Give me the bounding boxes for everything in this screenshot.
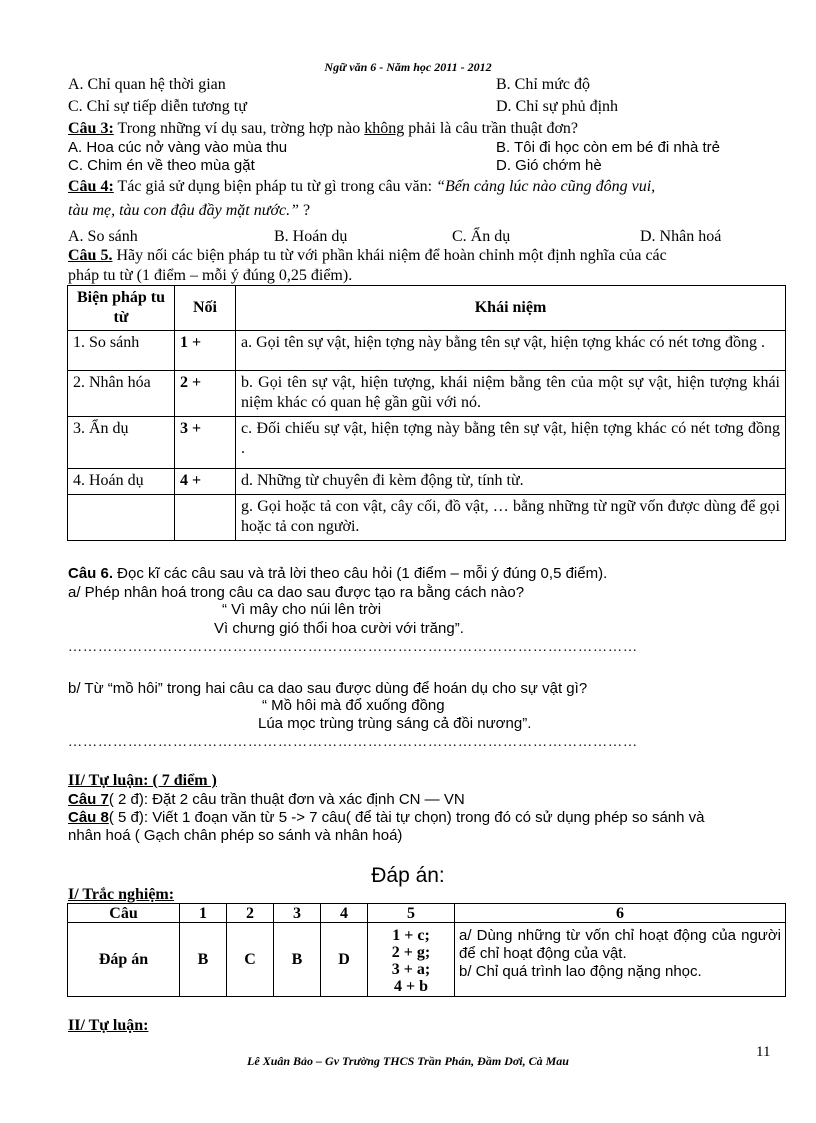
q6-label: Câu 6. (68, 565, 114, 582)
answer-part-2: II/ Tự luận: (68, 1017, 149, 1034)
concept-cell: b. Gọi tên sự vật, hiện tượng, khái niệm bằng tên của một sự vật, hiện tượng khái niệm khác có quan hệ gần gũi với nó. (236, 371, 786, 417)
col-header-connect: Nối (175, 286, 236, 331)
concept-cell: c. Đối chiếu sự vật, hiện tợng này bằng tên sự vật, hiện tợng khác có nét tơng đồng . (236, 417, 786, 469)
answer-4: D (321, 923, 368, 997)
q6b-verse-1: “ Mồ hôi mà đổ xuống đồng (262, 697, 445, 714)
q6a-question: a/ Phép nhân hoá trong câu ca dao sau được tạo ra bằng cách nào? (68, 584, 525, 601)
answer-part-1: I/ Trắc nghiệm: (68, 886, 175, 903)
table-row (68, 417, 786, 469)
q3-text: Trong những ví dụ sau, trờng hợp nào (113, 120, 365, 137)
answer-header-4: 4 (321, 904, 368, 923)
answer-title: Đáp án: (371, 864, 445, 887)
col-header-concept: Khái niệm (236, 286, 786, 331)
answer-header-2: 2 (227, 904, 274, 923)
q3-option-a: A. Hoa cúc nở vàng vào mùa thu (68, 139, 288, 156)
answer-header-5: 5 (368, 904, 455, 923)
col-header-technique: Biện pháp tu từ (68, 286, 175, 331)
concept-cell: d. Những từ chuyên đi kèm động từ, tính từ. (236, 469, 786, 495)
connect-cell: 2 + (175, 371, 236, 417)
table-row (68, 371, 786, 417)
q6b-verse-2: Lúa mọc trùng trùng sáng cả đồi nương”. (258, 715, 532, 732)
page-header: Ngữ văn 6 - Năm học 2011 - 2012 (324, 60, 492, 74)
table-row (68, 495, 786, 541)
q4-quote-2: tàu mẹ, tàu con đậu đầy mặt nước.” (68, 202, 300, 219)
q4-option-a: A. So sánh (68, 228, 138, 245)
q6a-verse-2: Vì chưng gió thổi hoa cười với trăng”. (214, 620, 464, 637)
answer-table (67, 903, 786, 997)
q4-quote-1: “Bến cảng lúc nào cũng đông vui, (436, 178, 656, 195)
matching-table (67, 285, 786, 541)
q2-option-a: A. Chỉ quan hệ thời gian (68, 76, 226, 93)
q7-text: ( 2 đ): Đặt 2 câu trần thuật đơn và xác định CN — VN (108, 791, 465, 808)
q3-text2: phải là câu trần thuật đơn? (404, 120, 579, 137)
answer-2: C (227, 923, 274, 997)
question-8 (68, 809, 705, 826)
answer-line: …………………………………………………………………………………………………… (68, 735, 638, 750)
part-2-title-text: II/ Tự luận: ( 7 điểm ) (68, 772, 217, 789)
concept-cell: a. Gọi tên sự vật, hiện tợng này bằng tên sự vật, hiện tợng khác có nét tơng đồng . (236, 331, 786, 371)
q4-text: Tác giả sử dụng biện pháp tu từ gì trong câu văn: (113, 178, 437, 195)
q6a-verse-1: “ Vì mây cho núi lên trời (222, 601, 382, 618)
technique-cell (68, 495, 175, 541)
connect-cell (175, 495, 236, 541)
q4-option-b: B. Hoán dụ (274, 228, 348, 245)
q4-option-d: D. Nhân hoá (640, 228, 722, 245)
table-row (68, 469, 786, 495)
technique-cell: 1. So sánh (68, 331, 175, 371)
question-5 (68, 247, 667, 265)
q4-label: Câu 4: (68, 178, 114, 195)
connect-cell: 3 + (175, 417, 236, 469)
q5-text-1: Hãy nối các biện pháp tu từ với phần khái niệm để hoàn chỉnh một định nghĩa của các (112, 247, 667, 264)
q2-option-b: B. Chỉ mức độ (496, 76, 591, 93)
q3-option-c: C. Chim én về theo mùa gặt (68, 157, 255, 174)
question-6 (68, 565, 607, 582)
answer-6a: a/ Dùng những từ vốn chỉ hoạt động của người để chỉ hoạt động của vật. (459, 927, 781, 962)
technique-cell: 3. Ẩn dụ (68, 417, 175, 469)
page-footer: Lê Xuân Bảo – Gv Trường THCS Trần Phán, Đầm Dơi, Cà Mau (247, 1054, 569, 1068)
q2-option-c: C. Chỉ sự tiếp diễn tương tự (68, 98, 247, 115)
q2-option-d: D. Chỉ sự phủ định (496, 98, 619, 115)
answer-header-question: Câu (68, 904, 180, 923)
q8-text-2: nhân hoá ( Gạch chân phép so sánh và nhân hoá) (68, 827, 403, 844)
answer-row-label: Đáp án (68, 923, 180, 997)
concept-cell: g. Gọi hoặc tả con vật, cây cối, đồ vật, … bằng những từ ngữ vốn được dùng để gọi hoặc tả con người. (236, 495, 786, 541)
technique-cell: 4. Hoán dụ (68, 469, 175, 495)
q5-text-2: pháp tu từ (1 điểm – mỗi ý đúng 0,25 điểm). (68, 267, 353, 284)
q8-text-1: ( 5 đ): Viết 1 đoạn văn từ 5 -> 7 câu( để tài tự chọn) trong đó có sử dụng phép so sánh và (108, 809, 705, 826)
page-number: 11 (756, 1044, 771, 1060)
q3-option-b: B. Tôi đi học còn em bé đi nhà trẻ (496, 139, 721, 156)
q5-label: Câu 5. (68, 247, 113, 264)
q7-label: Câu 7 (68, 791, 109, 808)
answer-header-1: 1 (180, 904, 227, 923)
q4-tail: ? (299, 202, 311, 219)
part-2-title (68, 772, 217, 790)
q4-option-c: C. Ẩn dụ (452, 228, 511, 245)
answer-1: B (180, 923, 227, 997)
table-row (68, 331, 786, 371)
q3-not: không (364, 120, 405, 137)
q3-option-d: D. Gió chớm hè (496, 157, 602, 174)
answer-6 (455, 923, 786, 997)
technique-cell: 2. Nhân hóa (68, 371, 175, 417)
q6b-question: b/ Từ “mồ hôi” trong hai câu ca dao sau được dùng để hoán dụ cho sự vật gì? (68, 680, 588, 697)
connect-cell: 1 + (175, 331, 236, 371)
answer-5 (368, 923, 455, 997)
answer-5-line: 2 + g; (391, 943, 431, 961)
question-7 (68, 791, 465, 808)
answer-5-line: 3 + a; (391, 960, 431, 978)
answer-header-6: 6 (455, 904, 786, 923)
answer-5-line: 4 + b (393, 977, 428, 995)
q6-text: Đọc kĩ các câu sau và trả lời theo câu hỏi (1 điểm – mỗi ý đúng 0,5 điểm). (113, 565, 608, 582)
answer-6b: b/ Chỉ quá trình lao động nặng nhọc. (459, 963, 702, 980)
question-3 (68, 120, 578, 138)
q3-label: Câu 3: (68, 120, 114, 137)
answer-line: …………………………………………………………………………………………………… (68, 640, 638, 655)
question-4-cont (68, 202, 310, 220)
question-4 (68, 178, 655, 196)
connect-cell: 4 + (175, 469, 236, 495)
answer-header-3: 3 (274, 904, 321, 923)
answer-3: B (274, 923, 321, 997)
q8-label: Câu 8 (68, 809, 109, 826)
answer-5-line: 1 + c; (392, 926, 430, 944)
